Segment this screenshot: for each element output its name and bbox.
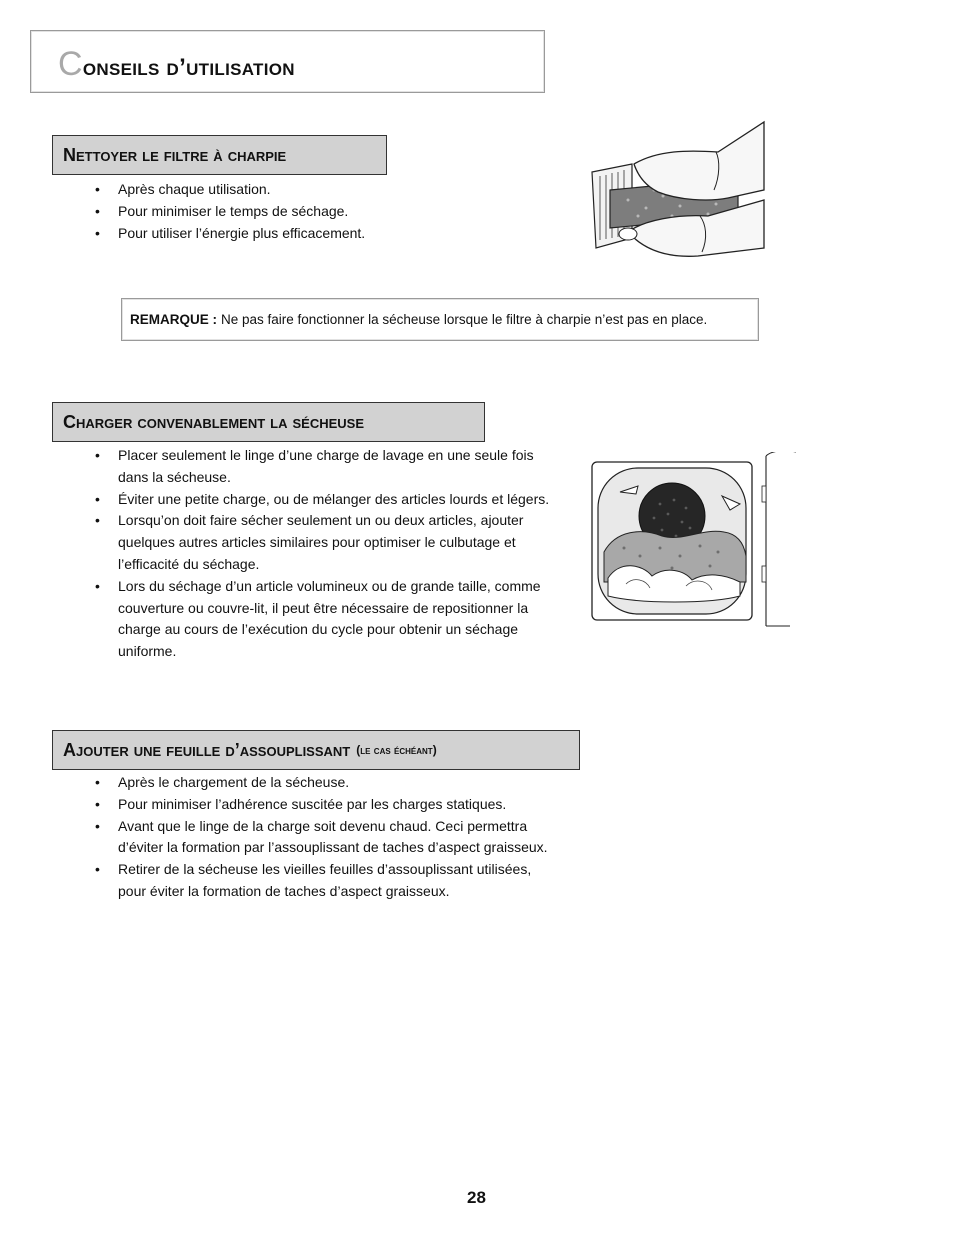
dryer-load-illustration [590,452,800,628]
section-header-softener-sheet: Ajouter une feuille d’assouplissant (le cas échéant) [52,730,580,770]
list-item: • Éviter une petite charge, ou de mélanger des articles lourds et légers. [90,489,552,511]
lint-filter-bullet-list [90,179,530,244]
list-item: • Pour utiliser l’énergie plus efficacement. [90,223,530,245]
list-item: • Retirer de la sécheuse les vieilles feuilles d’assouplissant utilisées, pour éviter la formation de taches d’aspect graisseux. [90,859,560,903]
softener-bullet-list [90,772,560,903]
list-item: • Après chaque utilisation. [90,179,530,201]
list-item: • Après le chargement de la sécheuse. [90,772,560,794]
load-dryer-bullet-list [90,445,552,663]
section-header-load-dryer: Charger convenablement la sécheuse [52,402,485,442]
page-title: Conseils d’utilisation [58,45,295,83]
note-text: Ne pas faire fonctionner la sécheuse lorsque le filtre à charpie n’est pas en place. [221,312,708,327]
list-item: • Lorsqu’on doit faire sécher seulement un ou deux articles, ajouter quelques autres articles similaires pour optimiser le culbutage et l’efficacité du séchage. [90,510,552,575]
list-item: • Pour minimiser le temps de séchage. [90,201,530,223]
lint-filter-illustration [588,120,768,260]
list-item: • Pour minimiser l’adhérence suscitée par les charges statiques. [90,794,560,816]
list-item: • Placer seulement le linge d’une charge de lavage en une seule fois dans la sécheuse. [90,445,552,489]
section-header-lint-filter: Nettoyer le filtre à charpie [52,135,387,175]
note-box [121,298,759,341]
list-item: • Lors du séchage d’un article volumineux ou de grande taille, comme couverture ou couvre-lit, il peut être nécessaire de repositionner la charge au cours de l’exécution du cycle pour obtenir un séchage uniforme. [90,576,552,663]
page-title-box [30,30,545,93]
note-label: REMARQUE : [130,312,217,327]
list-item: • Avant que le linge de la charge soit devenu chaud. Ceci permettra d’éviter la formation par l’assouplissant de taches d’aspect graisseux. [90,816,560,860]
page-number: 28 [467,1188,486,1207]
